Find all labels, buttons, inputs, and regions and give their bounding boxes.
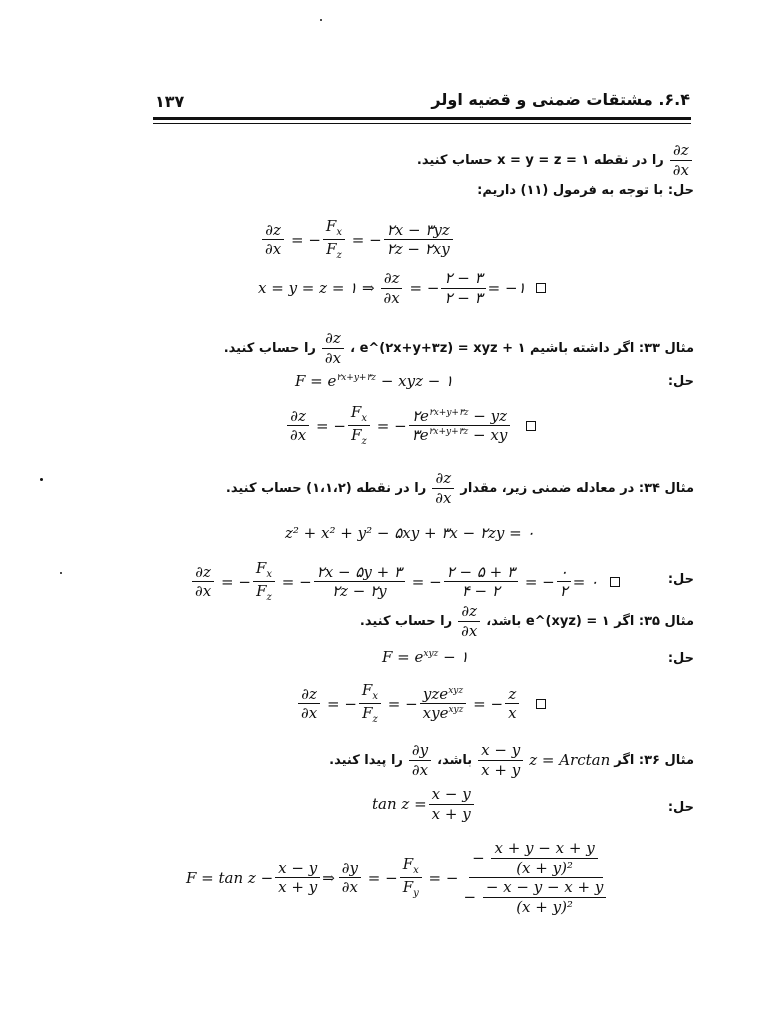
- qed-box: [536, 283, 546, 293]
- page-number: ۱۳۷: [155, 92, 185, 111]
- scan-speck: [60, 572, 62, 574]
- problem-32-text: را در نقطه ۱ = x = y = z حساب کنید.: [416, 152, 664, 168]
- solution-label: حل:: [667, 374, 694, 389]
- dz-dx-fraction: $\frac{\partial z}{\partial x}$: [322, 330, 344, 366]
- equation-33: $\frac{\partial z}{\partial x}$ = − $\frac{F_x}{F_z}$ = − $\frac{۲e^{۲x+y+۳z} - yz}{۳e^{۲x+y+۳z} - xy}$: [285, 404, 536, 447]
- dz-dx-fraction: $\frac{\partial z}{\partial x}$: [458, 603, 480, 639]
- equation-34: $\frac{\partial z}{\partial x}$ = − $\frac{F_x}{F_z}$ = − $\frac{۲x - ۵y + ۳}{۲z - ۲y}$ = − $\frac{۲ - ۵ + ۳}{۴ - ۲}$ = − $\frac{۰}{۲}$ = ۰: [190, 560, 620, 603]
- tan-equation-36: tan z = $\frac{x - y}{x + y}$: [372, 786, 476, 822]
- solution-label: حل:: [667, 572, 694, 587]
- scan-speck: [40, 478, 43, 481]
- scan-speck: [320, 19, 322, 21]
- dz-dx-fraction: $\frac{\partial z}{\partial x}$: [670, 142, 692, 178]
- equation-32-a: $\frac{\partial z}{\partial x}$ = − $\frac{F_x}{F_z}$ = − $\frac{۲x - ۳yz}{۲z - ۲xy}$: [260, 218, 455, 261]
- equation-32-b: x = y = z = ۱ ⇒ $\frac{\partial z}{\partial x}$ = − $\frac{۲ - ۳}{۲ - ۳}$ = −۱: [258, 270, 546, 306]
- header-rule-thin: [153, 123, 691, 124]
- solution-label: حل:: [667, 800, 694, 815]
- equation-35: $\frac{\partial z}{\partial x}$ = − $\frac{F_x}{F_z}$ = − $\frac{yze^{xyz}}{xye^{xyz}}$ = − $\frac{z}{x}$: [296, 682, 546, 725]
- example-36-statement: مثال ۳۶: اگر z = Arctan $\frac{x - y}{x + y}$ باشد، $\frac{\partial y}{\partial x}$ را پیدا کنید.: [329, 741, 694, 779]
- F-definition-33: $F = e^{۲x+y+۳z}$ − xyz − ۱: [295, 372, 454, 390]
- section-title: ۶.۴. مشتقات ضمنی و قضیه اولر: [431, 90, 690, 109]
- qed-box: [610, 577, 620, 587]
- compound-fraction: − $\frac{x + y - x + y}{\text{(x + y)²}}$ − $\frac{- x - y - x + y}{\text{(x + y)²}}$: [460, 840, 611, 915]
- equation-36-final: F = tan z − $\frac{x - y}{x + y}$ ⇒ $\frac{\partial y}{\partial x}$ = − $\frac{F_x}{F_y}$ = − − $\frac{x + y - x + y}{\text{(x + y)²}}$ − $\frac{- x - y - x + y}{\text{(x + y)²}}$: [186, 840, 613, 915]
- example-34-statement: مثال ۳۴: در معادله ضمنی زیر، مقدار $\frac{\partial z}{\partial x}$ را در نقطه (۱،۱،۲) حساب کنید.: [225, 469, 694, 507]
- example-35-statement: مثال ۳۵: اگر e^(xyz) = ۱ باشد، $\frac{\partial z}{\partial x}$ را حساب کنید.: [359, 602, 694, 640]
- qed-box: [526, 421, 536, 431]
- F-definition-35: $F = e^{xyz}$ − ۱: [382, 648, 469, 666]
- solution-32-intro: حل: با توجه به فرمول (۱۱) داریم:: [477, 183, 694, 198]
- example-33-statement: مثال ۳۳: اگر داشته باشیم ۱ + e^(۲x+y+۳z) = xyz ، $\frac{\partial z}{\partial x}$ را حساب کنید.: [223, 329, 694, 367]
- implicit-equation-34: z² + x² + y² − ۵xy + ۳x − ۲zy = ۰: [285, 524, 535, 542]
- header-rule-thick: [153, 117, 691, 120]
- solution-label: حل:: [667, 651, 694, 666]
- dz-dx-fraction: $\frac{\partial z}{\partial x}$: [432, 470, 454, 506]
- dy-dx-fraction: $\frac{\partial y}{\partial x}$: [409, 742, 431, 778]
- problem-32-statement: [417, 142, 694, 178]
- qed-box: [536, 699, 546, 709]
